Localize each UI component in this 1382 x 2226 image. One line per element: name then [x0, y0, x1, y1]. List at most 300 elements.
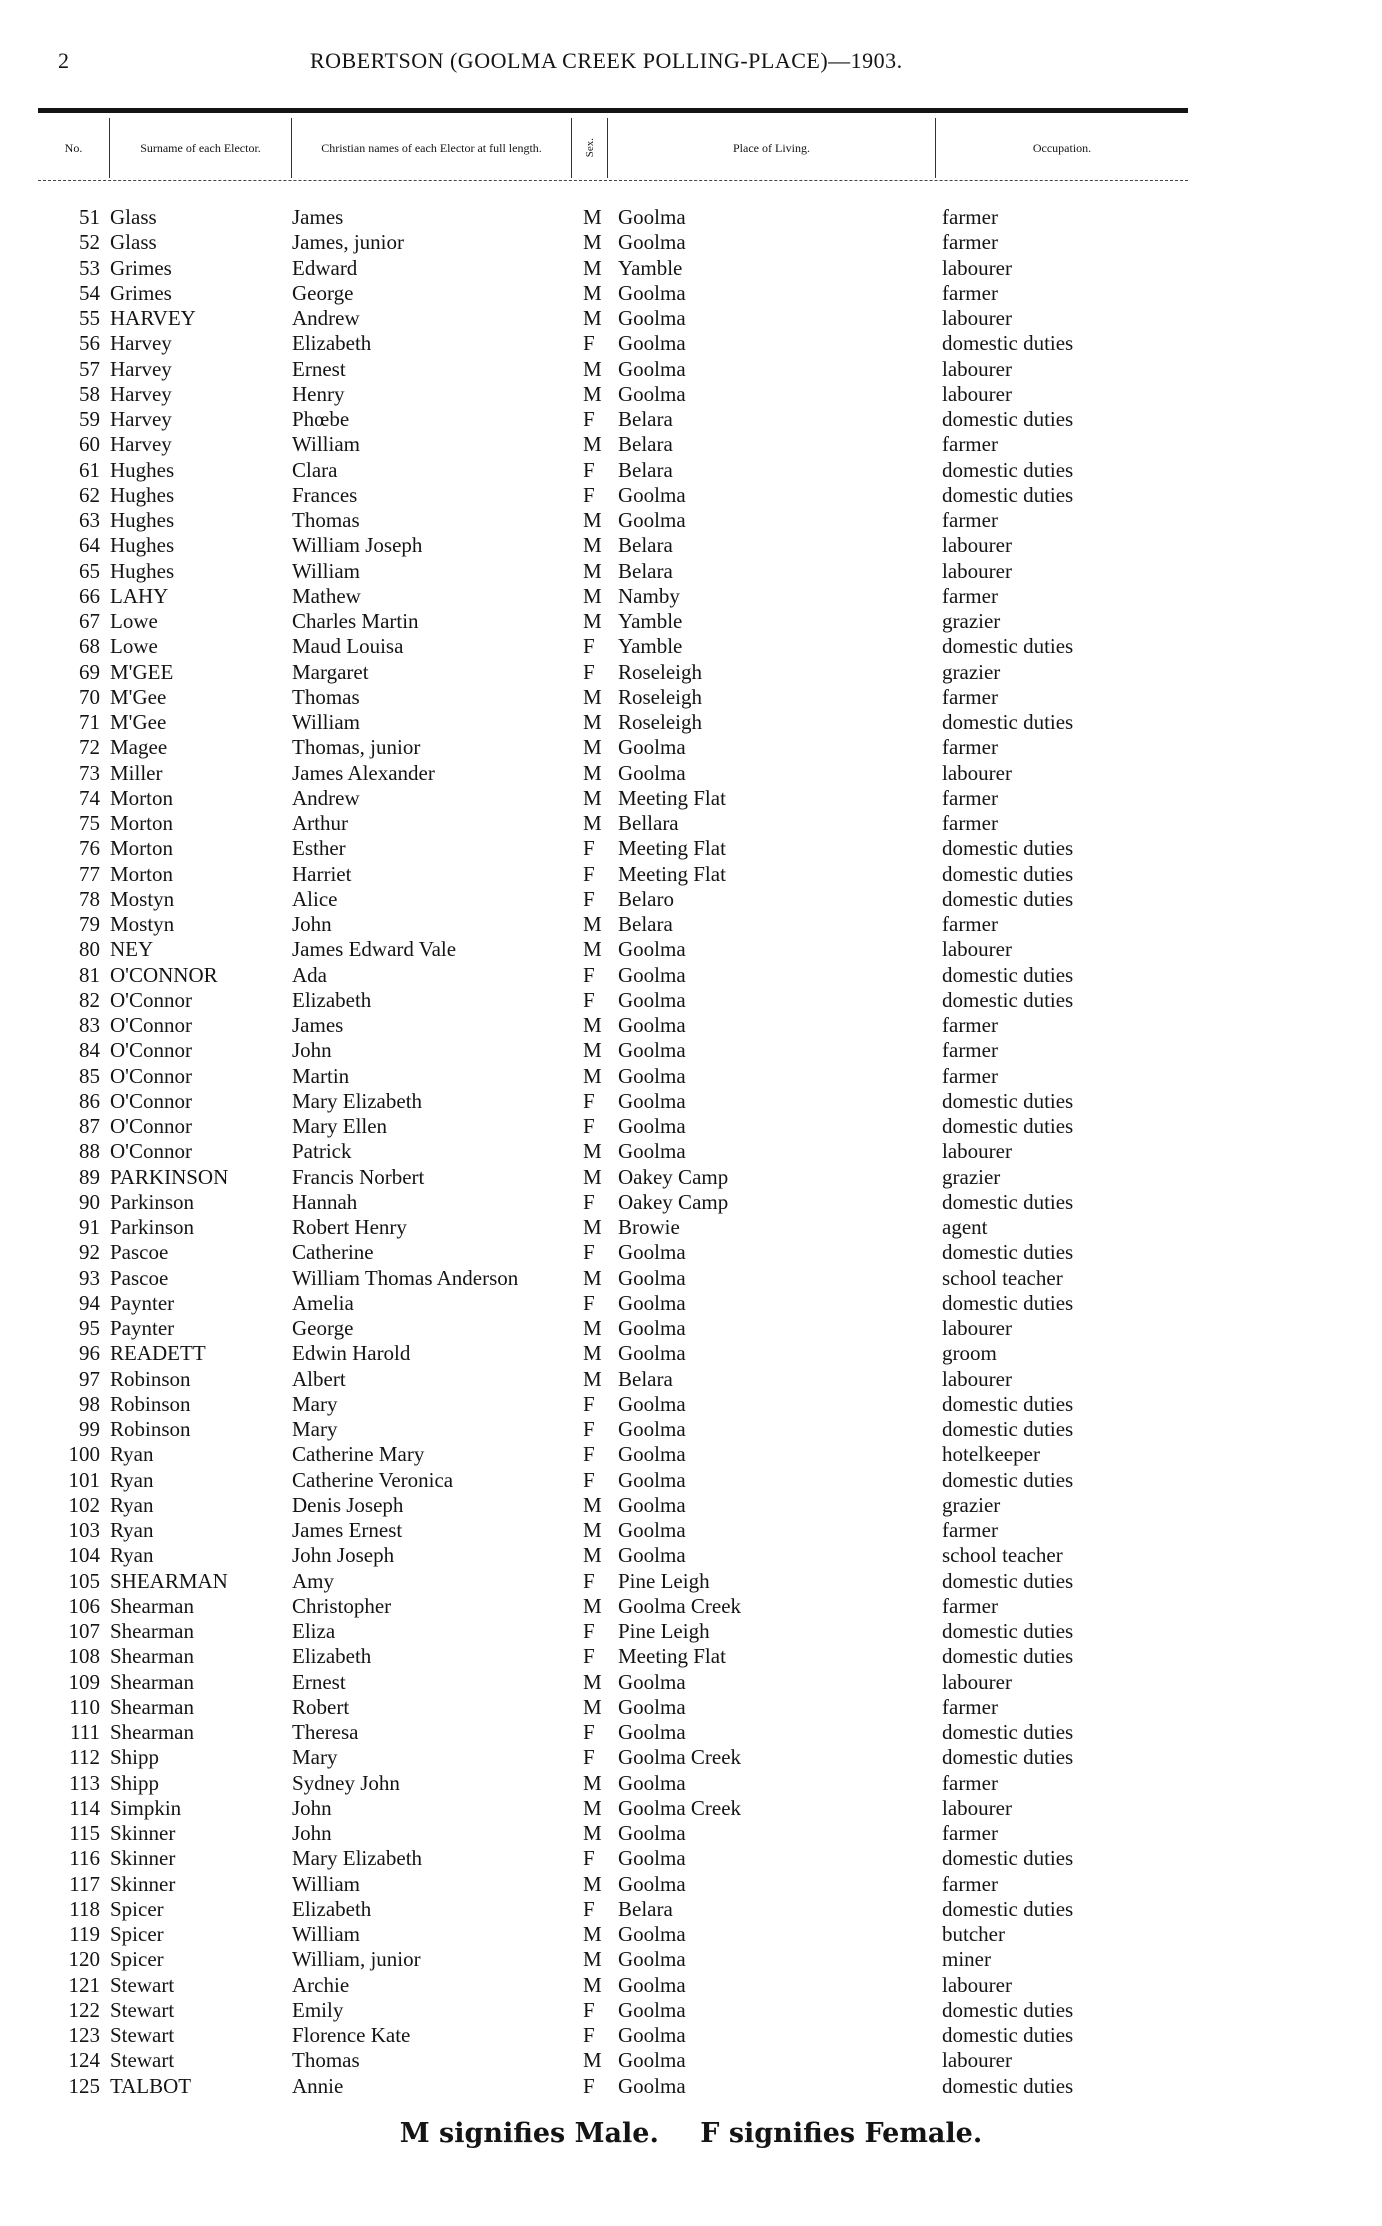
elector-christian-names: Arthur	[292, 811, 348, 835]
elector-occupation: domestic duties	[942, 861, 1074, 886]
elector-number: 68	[79, 634, 100, 659]
elector-occupation: labourer	[942, 558, 1012, 583]
elector-occupation: labourer	[942, 760, 1012, 785]
elector-surname: Hughes	[110, 558, 175, 583]
elector-place: Bellara	[618, 811, 679, 835]
table-row	[0, 1998, 1382, 2023]
elector-christian-names: Thomas	[292, 2048, 360, 2073]
elector-surname: Ryan	[110, 1518, 154, 1542]
elector-surname: Grimes	[110, 280, 172, 305]
table-row	[0, 963, 1382, 988]
elector-number: 109	[68, 1669, 100, 1694]
elector-number: 125	[68, 2073, 100, 2098]
elector-occupation: labourer	[942, 1139, 1012, 1164]
table-row	[0, 1468, 1382, 1493]
elector-surname: HARVEY	[110, 306, 196, 330]
elector-number: 108	[68, 1644, 100, 1669]
elector-christian-names: Mary Elizabeth	[292, 1088, 423, 1113]
elector-surname: Miller	[110, 760, 163, 785]
elector-occupation: labourer	[942, 1669, 1012, 1694]
table-row	[0, 1316, 1382, 1341]
elector-number: 72	[79, 735, 100, 760]
elector-surname: Shipp	[110, 1770, 160, 1795]
elector-number: 80	[79, 937, 100, 962]
elector-christian-names: James	[292, 1013, 344, 1037]
elector-surname: O'Connor	[110, 1088, 192, 1113]
elector-surname: Shearman	[110, 1720, 194, 1744]
table-row	[0, 357, 1382, 382]
elector-place: Oakey Camp	[618, 1164, 729, 1189]
table-row	[0, 508, 1382, 533]
elector-christian-names: Maud Louisa	[292, 634, 404, 659]
header-rule	[38, 108, 1188, 113]
table-row	[0, 887, 1382, 912]
elector-number: 95	[79, 1316, 100, 1340]
elector-place: Meeting Flat	[618, 836, 726, 861]
elector-surname: Spicer	[110, 1896, 164, 1921]
elector-christian-names: Clara	[292, 457, 338, 482]
column-header-sex-label: Sex.	[583, 138, 596, 158]
elector-sex: F	[583, 457, 595, 482]
elector-number: 67	[79, 609, 100, 633]
elector-place: Meeting Flat	[618, 1644, 726, 1669]
elector-surname: M'Gee	[110, 684, 167, 709]
elector-sex: M	[583, 1139, 602, 1164]
elector-surname: Mostyn	[110, 912, 175, 936]
elector-number: 110	[69, 1694, 100, 1719]
table-row	[0, 1594, 1382, 1619]
elector-number: 102	[68, 1492, 100, 1517]
elector-occupation: labourer	[942, 2048, 1012, 2073]
elector-surname: Pascoe	[110, 1240, 169, 1265]
elector-christian-names: Phœbe	[292, 407, 350, 431]
elector-place: Goolma	[618, 1316, 686, 1340]
elector-christian-names: Edwin Harold	[292, 1341, 411, 1366]
elector-number: 104	[68, 1543, 100, 1568]
elector-occupation: farmer	[942, 583, 998, 608]
table-row	[0, 811, 1382, 836]
elector-number: 87	[79, 1114, 100, 1138]
elector-number: 79	[79, 912, 100, 936]
elector-place: Goolma	[618, 1391, 686, 1416]
elector-number: 117	[69, 1871, 100, 1896]
table-row	[0, 2074, 1382, 2099]
elector-number: 63	[79, 508, 100, 532]
elector-occupation: labourer	[942, 356, 1012, 381]
elector-christian-names: William	[292, 1922, 360, 1946]
table-row	[0, 685, 1382, 710]
elector-christian-names: Frances	[292, 482, 358, 507]
elector-place: Belara	[618, 432, 673, 457]
table-row	[0, 1266, 1382, 1291]
elector-place: Roseleigh	[618, 710, 702, 734]
elector-place: Goolma	[618, 1417, 686, 1441]
elector-christian-names: Christopher	[292, 1593, 392, 1618]
elector-occupation: labourer	[942, 1366, 1012, 1391]
elector-sex: F	[583, 634, 595, 659]
elector-place: Belara	[618, 533, 673, 558]
elector-occupation: domestic duties	[942, 1290, 1074, 1315]
elector-christian-names: Elizabeth	[292, 1896, 372, 1921]
elector-occupation: agent	[942, 1215, 988, 1239]
table-row	[0, 483, 1382, 508]
elector-christian-names: Catherine	[292, 1240, 374, 1265]
elector-occupation: labourer	[942, 1972, 1012, 1997]
elector-number: 53	[79, 255, 100, 280]
elector-occupation: hotelkeeper	[942, 1442, 1040, 1467]
table-row	[0, 634, 1382, 659]
elector-occupation: farmer	[942, 205, 998, 229]
table-row	[0, 1897, 1382, 1922]
elector-sex: F	[583, 407, 595, 431]
table-row	[0, 1215, 1382, 1240]
elector-sex: F	[583, 1417, 595, 1441]
elector-number: 113	[69, 1770, 100, 1795]
elector-place: Yamble	[618, 634, 683, 659]
elector-christian-names: George	[292, 280, 354, 305]
elector-surname: Skinner	[110, 1871, 176, 1896]
table-row	[0, 1695, 1382, 1720]
elector-place: Goolma	[618, 1947, 686, 1972]
table-row	[0, 1442, 1382, 1467]
elector-number: 97	[79, 1366, 100, 1391]
elector-occupation: domestic duties	[942, 2023, 1074, 2047]
elector-number: 96	[79, 1341, 100, 1366]
elector-number: 66	[79, 583, 100, 608]
elector-number: 60	[79, 432, 100, 457]
table-row	[0, 1165, 1382, 1190]
elector-sex: M	[583, 1795, 602, 1820]
elector-christian-names: Mary Ellen	[292, 1114, 388, 1138]
elector-number: 71	[79, 710, 100, 734]
elector-christian-names: John	[292, 1821, 332, 1845]
elector-christian-names: Catherine Mary	[292, 1442, 425, 1467]
elector-surname: Ryan	[110, 1442, 154, 1467]
elector-christian-names: Harriet	[292, 861, 352, 886]
elector-place: Goolma	[618, 1871, 686, 1896]
elector-christian-names: Albert	[292, 1366, 346, 1391]
elector-surname: LAHY	[110, 583, 169, 608]
elector-christian-names: Margaret	[292, 659, 369, 684]
table-row	[0, 533, 1382, 558]
elector-surname: NEY	[110, 937, 154, 962]
elector-place: Goolma	[618, 306, 686, 330]
elector-number: 114	[69, 1795, 100, 1820]
elector-sex: M	[583, 583, 602, 608]
elector-christian-names: Edward	[292, 255, 358, 280]
elector-christian-names: James Alexander	[292, 760, 435, 785]
elector-christian-names: Florence Kate	[292, 2023, 411, 2047]
elector-christian-names: Patrick	[292, 1139, 352, 1164]
elector-number: 77	[79, 861, 100, 886]
elector-occupation: domestic duties	[942, 1088, 1074, 1113]
elector-occupation: farmer	[942, 230, 998, 255]
elector-number: 70	[79, 684, 100, 709]
elector-surname: O'CONNOR	[110, 962, 218, 987]
elector-christian-names: William Joseph	[292, 533, 423, 558]
elector-sex: F	[583, 1720, 595, 1744]
elector-place: Goolma	[618, 356, 686, 381]
female-note: F signifies Female.	[700, 2118, 983, 2149]
elector-number: 65	[79, 558, 100, 583]
elector-number: 120	[68, 1947, 100, 1972]
elector-number: 64	[79, 533, 100, 558]
elector-occupation: miner	[942, 1947, 991, 1972]
elector-place: Goolma	[618, 1442, 686, 1467]
elector-place: Goolma	[618, 1088, 686, 1113]
elector-place: Yamble	[618, 609, 683, 633]
elector-occupation: farmer	[942, 1593, 998, 1618]
elector-place: Goolma	[618, 1669, 686, 1694]
table-row	[0, 1771, 1382, 1796]
elector-number: 73	[79, 760, 100, 785]
elector-christian-names: Denis Joseph	[292, 1492, 404, 1517]
elector-occupation: farmer	[942, 432, 998, 457]
elector-sex: F	[583, 987, 595, 1012]
elector-sex: M	[583, 1316, 602, 1340]
table-row	[0, 1038, 1382, 1063]
elector-occupation: butcher	[942, 1922, 1005, 1946]
elector-surname: Lowe	[110, 634, 158, 659]
elector-place: Belara	[618, 407, 673, 431]
elector-place: Goolma Creek	[618, 1745, 742, 1770]
table-row	[0, 1670, 1382, 1695]
table-row	[0, 256, 1382, 281]
table-row	[0, 1745, 1382, 1770]
table-row	[0, 1872, 1382, 1897]
elector-christian-names: Archie	[292, 1972, 350, 1997]
elector-place: Goolma	[618, 1290, 686, 1315]
elector-christian-names: Ernest	[292, 356, 346, 381]
elector-christian-names: Annie	[292, 2073, 344, 2098]
elector-place: Roseleigh	[618, 684, 702, 709]
elector-number: 84	[79, 1038, 100, 1063]
table-row	[0, 710, 1382, 735]
elector-surname: Shearman	[110, 1644, 194, 1669]
elector-occupation: labourer	[942, 937, 1012, 962]
elector-occupation: domestic duties	[942, 1644, 1074, 1669]
table-row	[0, 1064, 1382, 1089]
table-row	[0, 1341, 1382, 1366]
elector-christian-names: Andrew	[292, 306, 360, 330]
elector-sex: F	[583, 1088, 595, 1113]
elector-surname: Ryan	[110, 1492, 154, 1517]
elector-place: Goolma	[618, 1038, 686, 1063]
elector-place: Oakey Camp	[618, 1189, 729, 1214]
elector-number: 74	[79, 785, 100, 810]
elector-number: 111	[70, 1720, 100, 1744]
elector-sex: F	[583, 962, 595, 987]
elector-place: Yamble	[618, 255, 683, 280]
elector-number: 92	[79, 1240, 100, 1265]
elector-sex: M	[583, 1518, 602, 1542]
elector-sex: M	[583, 1492, 602, 1517]
elector-surname: O'Connor	[110, 1063, 192, 1088]
elector-occupation: farmer	[942, 785, 998, 810]
elector-occupation: farmer	[942, 508, 998, 532]
elector-place: Goolma	[618, 962, 686, 987]
elector-sex: M	[583, 1694, 602, 1719]
table-row	[0, 1013, 1382, 1038]
elector-occupation: labourer	[942, 533, 1012, 558]
elector-sex: F	[583, 1442, 595, 1467]
table-row	[0, 407, 1382, 432]
elector-occupation: domestic duties	[942, 1568, 1074, 1593]
elector-surname: Glass	[110, 230, 157, 255]
elector-sex: M	[583, 1821, 602, 1845]
elector-occupation: domestic duties	[942, 1896, 1074, 1921]
elector-occupation: domestic duties	[942, 482, 1074, 507]
elector-place: Belara	[618, 912, 673, 936]
elector-number: 124	[68, 2048, 100, 2073]
elector-surname: Glass	[110, 205, 157, 229]
elector-surname: Paynter	[110, 1316, 175, 1340]
elector-place: Goolma	[618, 1240, 686, 1265]
table-row	[0, 761, 1382, 786]
table-row	[0, 988, 1382, 1013]
elector-christian-names: Charles Martin	[292, 609, 419, 633]
elector-number: 115	[69, 1821, 100, 1845]
elector-surname: TALBOT	[110, 2073, 192, 2098]
table-row	[0, 1139, 1382, 1164]
page-title: ROBERTSON (GOOLMA CREEK POLLING-PLACE)—1903.	[310, 48, 903, 73]
elector-surname: Morton	[110, 861, 173, 886]
elector-surname: Harvey	[110, 432, 172, 457]
elector-place: Goolma	[618, 1518, 686, 1542]
elector-number: 54	[79, 280, 100, 305]
elector-sex: F	[583, 1896, 595, 1921]
elector-occupation: farmer	[942, 735, 998, 760]
elector-occupation: domestic duties	[942, 1720, 1074, 1744]
elector-place: Goolma	[618, 2073, 686, 2098]
elector-occupation: farmer	[942, 811, 998, 835]
elector-christian-names: Mathew	[292, 583, 361, 608]
elector-place: Meeting Flat	[618, 861, 726, 886]
elector-place: Belara	[618, 1366, 673, 1391]
elector-christian-names: James Edward Vale	[292, 937, 457, 962]
elector-christian-names: James	[292, 205, 344, 229]
elector-number: 119	[69, 1922, 100, 1946]
elector-sex: M	[583, 306, 602, 330]
elector-occupation: domestic duties	[942, 634, 1074, 659]
elector-surname: READETT	[110, 1341, 206, 1366]
elector-christian-names: Robert	[292, 1694, 350, 1719]
elector-place: Roseleigh	[618, 659, 702, 684]
elector-christian-names: Mary	[292, 1391, 338, 1416]
elector-sex: F	[583, 2073, 595, 2098]
elector-sex: M	[583, 1669, 602, 1694]
elector-surname: Harvey	[110, 356, 172, 381]
elector-number: 88	[79, 1139, 100, 1164]
elector-place: Goolma	[618, 1467, 686, 1492]
elector-place: Goolma	[618, 1063, 686, 1088]
elector-surname: Ryan	[110, 1543, 154, 1568]
elector-sex: F	[583, 2023, 595, 2047]
elector-surname: Simpkin	[110, 1795, 182, 1820]
elector-sex: M	[583, 684, 602, 709]
elector-sex: M	[583, 356, 602, 381]
elector-surname: SHEARMAN	[110, 1568, 228, 1593]
elector-sex: F	[583, 1619, 595, 1643]
column-header-occupation: Occupation.	[1032, 141, 1092, 155]
elector-christian-names: William	[292, 1871, 360, 1896]
elector-occupation: domestic duties	[942, 1114, 1074, 1138]
elector-surname: Spicer	[110, 1922, 164, 1946]
table-row	[0, 836, 1382, 861]
elector-occupation: grazier	[942, 659, 1001, 684]
elector-surname: O'Connor	[110, 1038, 192, 1063]
elector-surname: Robinson	[110, 1366, 191, 1391]
elector-number: 55	[79, 306, 100, 330]
elector-sex: M	[583, 937, 602, 962]
elector-surname: PARKINSON	[110, 1164, 229, 1189]
elector-christian-names: Amy	[292, 1568, 334, 1593]
elector-christian-names: Elizabeth	[292, 987, 372, 1012]
elector-surname: Morton	[110, 785, 173, 810]
elector-sex: M	[583, 735, 602, 760]
table-row	[0, 1846, 1382, 1871]
elector-occupation: domestic duties	[942, 836, 1074, 861]
elector-sex: M	[583, 1972, 602, 1997]
elector-christian-names: Elizabeth	[292, 1644, 372, 1669]
elector-sex: M	[583, 2048, 602, 2073]
table-row	[0, 1973, 1382, 1998]
elector-sex: M	[583, 1770, 602, 1795]
table-row	[0, 2023, 1382, 2048]
elector-number: 98	[79, 1391, 100, 1416]
elector-place: Goolma	[618, 1341, 686, 1366]
elector-number: 76	[79, 836, 100, 861]
elector-surname: Stewart	[110, 2048, 175, 2073]
elector-occupation: groom	[942, 1341, 997, 1366]
elector-place: Goolma	[618, 230, 686, 255]
elector-occupation: domestic duties	[942, 1391, 1074, 1416]
table-row	[0, 1493, 1382, 1518]
elector-occupation: domestic duties	[942, 1467, 1074, 1492]
elector-sex: F	[583, 1846, 595, 1871]
elector-number: 100	[68, 1442, 100, 1467]
elector-surname: Harvey	[110, 331, 172, 356]
elector-christian-names: Hannah	[292, 1189, 358, 1214]
elector-occupation: grazier	[942, 1492, 1001, 1517]
elector-christian-names: Thomas, junior	[292, 735, 421, 760]
elector-occupation: farmer	[942, 1518, 998, 1542]
table-row	[0, 1089, 1382, 1114]
elector-place: Goolma	[618, 381, 686, 406]
elector-sex: M	[583, 609, 602, 633]
elector-surname: Paynter	[110, 1290, 175, 1315]
elector-number: 105	[68, 1568, 100, 1593]
elector-place: Goolma	[618, 280, 686, 305]
elector-occupation: labourer	[942, 1316, 1012, 1340]
elector-occupation: domestic duties	[942, 1240, 1074, 1265]
elector-occupation: school teacher	[942, 1265, 1063, 1290]
elector-christian-names: Mary	[292, 1417, 338, 1441]
elector-place: Goolma	[618, 760, 686, 785]
elector-sex: M	[583, 508, 602, 532]
elector-place: Goolma	[618, 1770, 686, 1795]
elector-christian-names: Henry	[292, 381, 345, 406]
table-row	[0, 1417, 1382, 1442]
table-row	[0, 1114, 1382, 1139]
elector-occupation: farmer	[942, 1821, 998, 1845]
elector-surname: Mostyn	[110, 886, 175, 911]
table-row	[0, 912, 1382, 937]
elector-occupation: farmer	[942, 1013, 998, 1037]
elector-surname: Robinson	[110, 1391, 191, 1416]
elector-surname: Parkinson	[110, 1189, 194, 1214]
header-bottom-rule	[38, 180, 1188, 181]
